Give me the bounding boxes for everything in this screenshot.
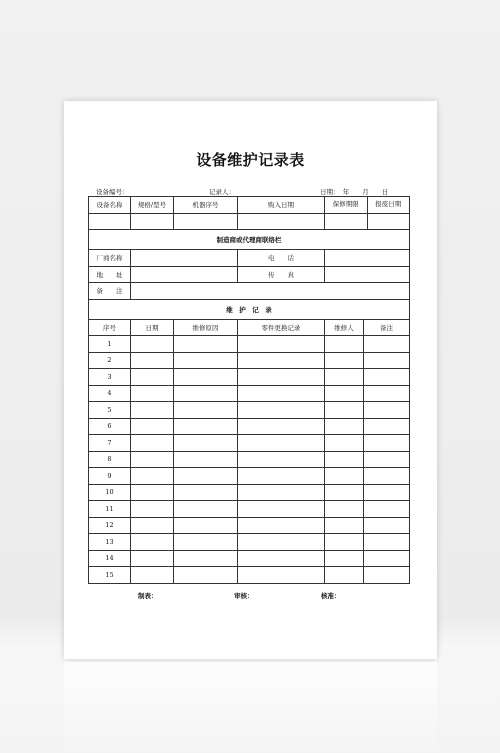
maintenance-form-table <box>88 196 410 584</box>
device-value-cell[interactable] <box>368 214 410 230</box>
device-value-cell[interactable] <box>131 213 174 230</box>
device-value-cell[interactable] <box>325 214 368 230</box>
record-cell[interactable] <box>238 567 325 584</box>
record-cell[interactable] <box>174 567 238 584</box>
record-cell[interactable] <box>174 435 238 452</box>
row-number: 11 <box>89 501 131 518</box>
record-cell[interactable] <box>238 501 325 518</box>
row-number: 12 <box>89 517 131 534</box>
row-number: 15 <box>89 567 131 584</box>
record-cell[interactable] <box>325 484 364 501</box>
record-cell[interactable] <box>131 435 174 452</box>
record-cell[interactable] <box>238 534 325 551</box>
vendor-section-title: 制造商或代理商联络栏 <box>89 230 410 250</box>
vendor-phone-value[interactable] <box>325 250 410 267</box>
device-header-cell: 规格/型号 <box>131 197 174 214</box>
vendor-row <box>89 266 410 283</box>
record-cell[interactable] <box>364 468 410 485</box>
row-number: 13 <box>89 534 131 551</box>
row-number: 7 <box>89 435 131 452</box>
signature-footer <box>88 591 409 603</box>
record-cell[interactable] <box>131 451 174 468</box>
column-header: 维修原因 <box>174 319 238 336</box>
vendor-name-label: 厂商名称 <box>89 250 131 267</box>
column-header: 零件更换记录 <box>238 319 325 336</box>
record-cell[interactable] <box>131 550 174 567</box>
table-row <box>89 550 410 567</box>
device-header-cell-pair <box>325 197 410 214</box>
column-header: 序号 <box>89 319 131 336</box>
record-cell[interactable] <box>325 451 364 468</box>
maintenance-section-title: 维 护 记 录 <box>89 299 410 319</box>
record-cell[interactable] <box>131 352 174 369</box>
row-number: 6 <box>89 418 131 435</box>
vendor-fax-value[interactable] <box>325 266 410 283</box>
record-cell[interactable] <box>174 352 238 369</box>
record-cell[interactable] <box>174 550 238 567</box>
vendor-phone-label: 电 话 <box>238 250 325 267</box>
record-cell[interactable] <box>238 369 325 386</box>
record-cell[interactable] <box>174 517 238 534</box>
record-cell[interactable] <box>174 484 238 501</box>
device-value-cell[interactable] <box>238 213 325 230</box>
record-cell[interactable] <box>325 336 364 353</box>
recorder-label: 记录人： <box>209 188 235 196</box>
table-row <box>89 435 410 452</box>
record-cell[interactable] <box>238 468 325 485</box>
record-cell[interactable] <box>174 418 238 435</box>
record-cell[interactable] <box>131 567 174 584</box>
record-cell[interactable] <box>325 567 364 584</box>
record-cell[interactable] <box>131 402 174 419</box>
record-cell[interactable] <box>131 468 174 485</box>
device-header-cell: 机器序号 <box>174 197 238 214</box>
table-row <box>89 484 410 501</box>
device-value-row <box>89 213 410 230</box>
table-row <box>89 385 410 402</box>
record-cell[interactable] <box>364 352 410 369</box>
device-value-cell-pair[interactable] <box>325 213 410 230</box>
date-label: 日期： 年 月 日 <box>320 188 389 196</box>
record-cell[interactable] <box>238 336 325 353</box>
record-cell[interactable] <box>325 468 364 485</box>
document-page <box>64 101 437 659</box>
column-header: 日期 <box>131 319 174 336</box>
record-cell[interactable] <box>174 385 238 402</box>
record-cell[interactable] <box>174 369 238 386</box>
vendor-name-value[interactable] <box>131 250 238 267</box>
record-cell[interactable] <box>364 369 410 386</box>
vendor-address-value[interactable] <box>131 266 238 283</box>
record-cell[interactable] <box>325 352 364 369</box>
page-reflection <box>64 662 437 753</box>
record-cell[interactable] <box>131 534 174 551</box>
page-title: 设备维护记录表 <box>196 151 305 169</box>
table-row <box>89 517 410 534</box>
vendor-note-label: 备 注 <box>89 283 131 300</box>
device-header-cell: 设备名称 <box>89 197 131 214</box>
record-cell[interactable] <box>364 501 410 518</box>
row-number: 8 <box>89 451 131 468</box>
device-header-cell: 保修期限 <box>325 197 368 213</box>
device-header-cell: 报废日期 <box>375 200 402 208</box>
maintenance-header-row <box>89 319 410 336</box>
record-cell[interactable] <box>364 550 410 567</box>
row-number: 9 <box>89 468 131 485</box>
table-row <box>89 402 410 419</box>
row-number: 1 <box>89 336 131 353</box>
device-value-cell[interactable] <box>174 213 238 230</box>
record-cell[interactable] <box>174 336 238 353</box>
record-cell[interactable] <box>364 451 410 468</box>
table-row <box>89 369 410 386</box>
maker-label: 制表： <box>138 592 158 600</box>
table-row <box>89 336 410 353</box>
device-header-row <box>89 197 410 214</box>
record-cell[interactable] <box>131 517 174 534</box>
record-cell[interactable] <box>364 435 410 452</box>
record-cell[interactable] <box>131 385 174 402</box>
record-cell[interactable] <box>325 418 364 435</box>
record-cell[interactable] <box>238 484 325 501</box>
checker-label: 核准： <box>321 592 341 600</box>
record-cell[interactable] <box>131 501 174 518</box>
device-value-cell[interactable] <box>89 213 131 230</box>
device-header-cell: 购入日期 <box>238 197 325 214</box>
vendor-fax-label: 传 真 <box>238 266 325 283</box>
record-cell[interactable] <box>131 336 174 353</box>
record-cell[interactable] <box>325 501 364 518</box>
device-number-label: 设备编号： <box>96 188 129 196</box>
record-cell[interactable] <box>364 336 410 353</box>
record-cell[interactable] <box>364 534 410 551</box>
record-cell[interactable] <box>238 402 325 419</box>
table-row <box>89 352 410 369</box>
vendor-row <box>89 250 410 267</box>
row-number: 5 <box>89 402 131 419</box>
vendor-note-value[interactable] <box>131 283 410 300</box>
record-cell[interactable] <box>325 550 364 567</box>
record-cell[interactable] <box>364 385 410 402</box>
record-cell[interactable] <box>174 402 238 419</box>
record-cell[interactable] <box>325 517 364 534</box>
record-cell[interactable] <box>238 352 325 369</box>
record-cell[interactable] <box>364 517 410 534</box>
record-cell[interactable] <box>325 534 364 551</box>
row-number: 10 <box>89 484 131 501</box>
record-cell[interactable] <box>131 418 174 435</box>
table-row <box>89 418 410 435</box>
table-row <box>89 501 410 518</box>
record-cell[interactable] <box>174 468 238 485</box>
record-cell[interactable] <box>174 501 238 518</box>
record-cell[interactable] <box>325 369 364 386</box>
record-cell[interactable] <box>238 418 325 435</box>
table-row <box>89 567 410 584</box>
table-row <box>89 534 410 551</box>
row-number: 14 <box>89 550 131 567</box>
record-cell[interactable] <box>238 435 325 452</box>
table-row <box>89 451 410 468</box>
record-cell[interactable] <box>325 435 364 452</box>
row-number: 4 <box>89 385 131 402</box>
record-cell[interactable] <box>174 451 238 468</box>
record-cell[interactable] <box>238 550 325 567</box>
record-cell[interactable] <box>238 517 325 534</box>
table-row <box>89 468 410 485</box>
column-header: 维修人 <box>325 319 364 336</box>
record-cell[interactable] <box>364 484 410 501</box>
record-cell[interactable] <box>238 451 325 468</box>
record-cell[interactable] <box>364 567 410 584</box>
reviewer-label: 审核： <box>234 592 254 600</box>
record-cell[interactable] <box>364 418 410 435</box>
row-number: 3 <box>89 369 131 386</box>
record-cell[interactable] <box>131 484 174 501</box>
record-cell[interactable] <box>174 534 238 551</box>
record-cell[interactable] <box>238 385 325 402</box>
vendor-row <box>89 283 410 300</box>
record-cell[interactable] <box>325 385 364 402</box>
row-number: 2 <box>89 352 131 369</box>
record-cell[interactable] <box>364 402 410 419</box>
record-cell[interactable] <box>325 402 364 419</box>
column-header: 备注 <box>364 319 410 336</box>
record-cell[interactable] <box>131 369 174 386</box>
vendor-address-label: 地 址 <box>89 266 131 283</box>
